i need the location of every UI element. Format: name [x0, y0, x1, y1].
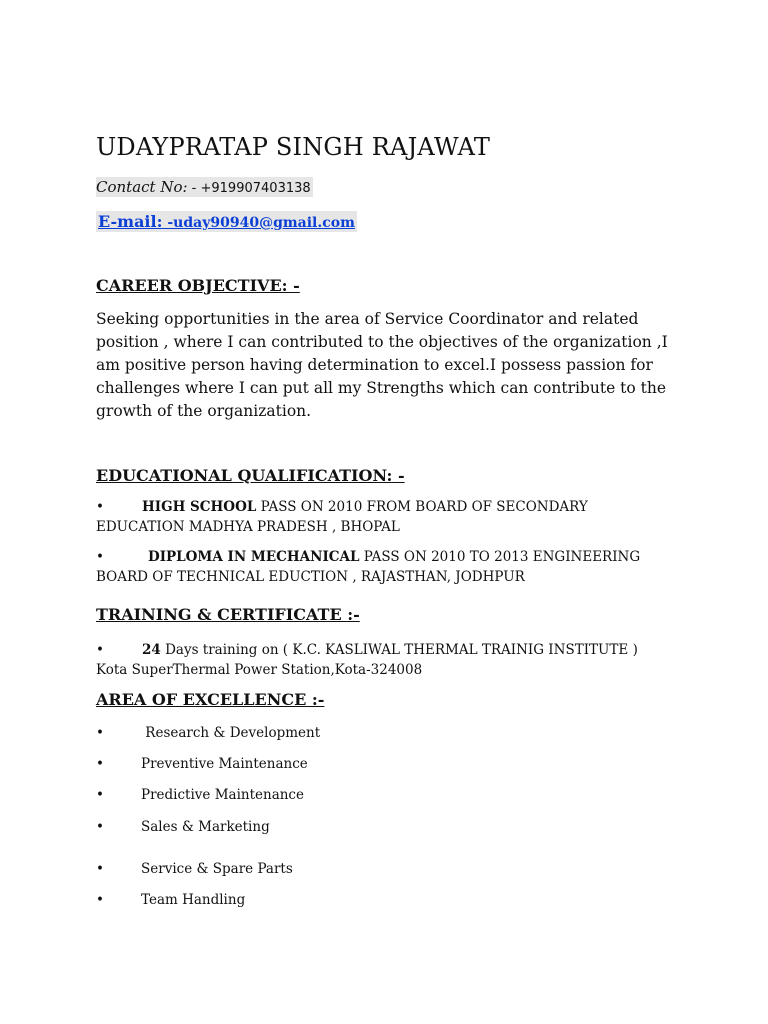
- list-item: [96, 861, 293, 877]
- list-item: [96, 892, 245, 908]
- contact-label: Contact No:: [96, 178, 188, 196]
- education-item-diploma: [96, 547, 671, 587]
- training-days: 24: [142, 642, 161, 658]
- education-heading: [96, 466, 405, 485]
- list-item-label: Service & Spare Parts: [141, 861, 293, 877]
- career-objective-text: Seeking opportunities in the area of Service Coordinator and related position , where I can contributed to the objectives of the organization ,I am positive person having determination to excel.I possess passion for challenges where I can put all my Strengths which can contribute to the growth of the organization.: [96, 310, 668, 420]
- education-heading-suffix: : -: [386, 466, 405, 485]
- list-item: [96, 725, 320, 741]
- list-item-label: Predictive Maintenance: [141, 787, 304, 803]
- bullet-icon: •: [96, 787, 104, 803]
- bullet-icon: •: [96, 892, 104, 908]
- list-item-label: Preventive Maintenance: [141, 756, 308, 772]
- education-title: HIGH SCHOOL: [142, 499, 257, 515]
- education-item-high-school: [96, 497, 671, 537]
- training-item: [96, 640, 671, 680]
- contact-line: [96, 177, 313, 197]
- education-heading-label: EDUCATIONAL QUALIFICATION: [96, 466, 387, 485]
- bullet-icon: •: [96, 861, 104, 877]
- education-title: DIPLOMA IN MECHANICAL: [148, 549, 360, 565]
- training-heading: TRAINING & CERTIFICATE :-: [96, 605, 360, 624]
- list-item: [96, 787, 304, 803]
- list-item-label: Research & Development: [141, 725, 321, 741]
- bullet-icon: •: [96, 725, 104, 741]
- excellence-heading: AREA OF EXCELLENCE :-: [96, 690, 325, 709]
- candidate-name: UDAYPRATAP SINGH RAJAWAT: [96, 133, 491, 161]
- email-label: E-mail:: [98, 212, 163, 231]
- career-objective-heading: CAREER OBJECTIVE: -: [96, 276, 300, 295]
- bullet-icon: •: [96, 499, 104, 515]
- education-text: PASS ON 2010 TO 2013 ENGINEERING BOARD OF TECHNICAL EDUCTION , RAJASTHAN, JODHPUR: [96, 549, 641, 585]
- bullet-icon: •: [96, 549, 104, 565]
- education-text: PASS ON 2010 FROM BOARD OF SECONDARY EDUCATION MADHYA PRADESH , BHOPAL: [96, 499, 588, 535]
- list-item-label: Sales & Marketing: [141, 819, 270, 835]
- bullet-icon: •: [96, 756, 104, 772]
- list-item: [96, 756, 308, 772]
- bullet-icon: •: [96, 819, 104, 835]
- list-item-label: Team Handling: [141, 892, 246, 908]
- email-address-link[interactable]: -uday90940@gmail.com: [162, 215, 355, 231]
- bullet-icon: •: [96, 642, 104, 658]
- training-text: Days training on ( K.C. KASLIWAL THERMAL TRAINIG INSTITUTE ) Kota SuperThermal Power Station,Kota-324008: [96, 642, 638, 678]
- contact-number: - +919907403138: [187, 181, 311, 196]
- email-line[interactable]: [96, 211, 357, 232]
- list-item: [96, 819, 270, 835]
